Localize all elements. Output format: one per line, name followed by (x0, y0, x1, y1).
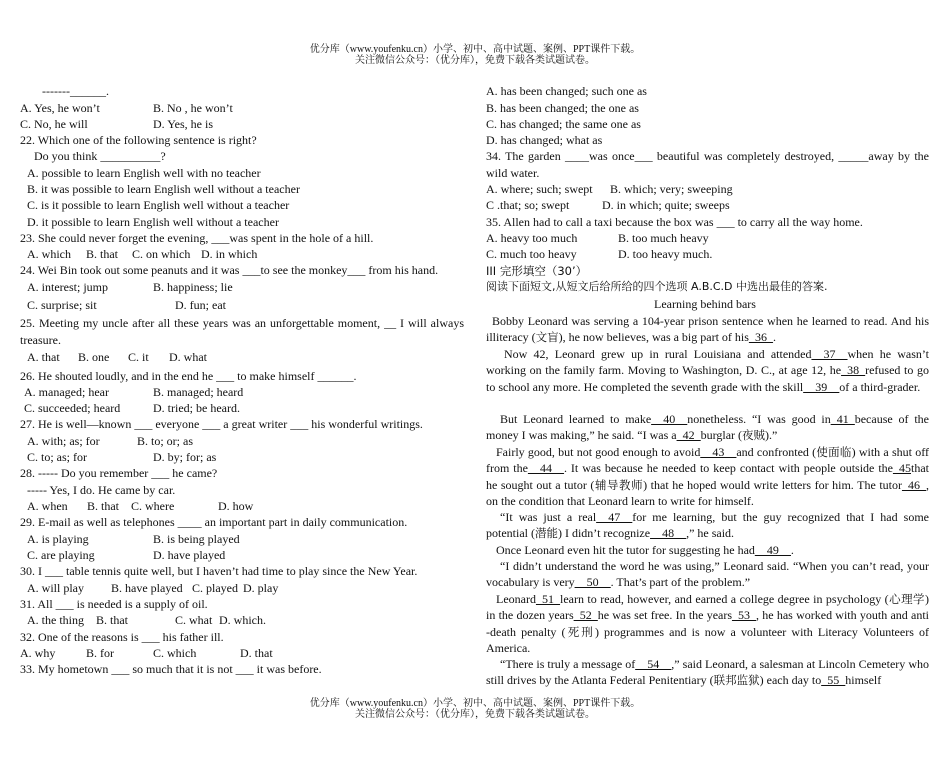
option-d: D. in which; quite; sweeps (602, 198, 730, 212)
option-c: C. are playing (27, 548, 95, 562)
section-instruction: 阅读下面短文,从短文后给所给的四个选项 A.B.C.D 中选出最佳的答案. (486, 280, 828, 293)
passage-paragraph-2 (486, 346, 929, 395)
option-c: C. surprise; sit (27, 298, 97, 312)
option-d: D. in which (201, 247, 258, 261)
q33-option-c: C. has changed; the same one as (486, 117, 641, 131)
text: Now 42, Leonard grew up in rural Louisiana and attended (504, 347, 812, 361)
blank-51: _51_ (535, 592, 560, 606)
passage-title: Learning behind bars (654, 297, 756, 311)
text: ) programmes and is now a volunteer with Literacy Volunteers of America. (486, 624, 929, 655)
option-c: C. on which (132, 247, 191, 261)
blank-47: __47__ (596, 510, 633, 524)
text: himself (845, 673, 882, 688)
text: But Leonard learned to make (500, 412, 652, 426)
q30-stem: 30. I ___ table tennis quite well, but I haven’t had time to play since the New Year. (20, 564, 418, 578)
option-d: D. have played (153, 548, 226, 562)
q21-stem-tail: -------______. (42, 84, 109, 98)
text: ) I didn’t recognize (557, 526, 651, 541)
option-a: A. that (27, 350, 60, 364)
text-zh: 联邦监狱 (713, 673, 760, 688)
text-zh: 辅导教师 (594, 477, 644, 492)
text: “There is truly a message of (500, 657, 636, 671)
option-a: A. which (27, 247, 71, 261)
option-c: C. succeeded; heard (24, 401, 121, 415)
text-zh: 潜能 (534, 526, 558, 541)
text: ) each day to (759, 673, 822, 688)
blank-50: __50__ (574, 575, 611, 590)
option-a: A. when (27, 499, 68, 513)
q34-stem: 34. The garden ____was once___ beautiful was completely destroyed, _____away by the wild water. (486, 149, 929, 180)
blank-54: __54__ (635, 657, 672, 671)
blank-37: __37__ (811, 347, 848, 361)
option-d: D. play (243, 581, 279, 595)
blank-40: __40__ (651, 412, 688, 426)
option-d: D. which. (219, 613, 266, 627)
option-a: A. Yes, he won’t (20, 101, 100, 115)
footer-line-2: 关注微信公众号：（优分库），免费下载各类试题试卷。 (355, 709, 595, 720)
option-b: B. managed; heard (153, 385, 244, 399)
option-a: A. is playing (27, 532, 89, 546)
q22-stem: 22. Which one of the following sentence is right? (20, 133, 257, 147)
q25-stem (20, 315, 464, 348)
option-c: C. much too heavy (486, 247, 577, 261)
text: he was set free. In the years (597, 608, 733, 623)
option-a: A. managed; hear (24, 385, 109, 399)
option-d: D. Yes, he is (153, 117, 214, 131)
option-c: C .that; so; swept (486, 198, 570, 212)
text: . (790, 543, 794, 557)
option-c: C. what (175, 613, 213, 627)
text: that he sought out a tutor ( (486, 461, 929, 492)
text: Once Leonard even hit the tutor for suggesting he had (496, 543, 755, 557)
option-d: D. tried; be heard. (153, 401, 240, 415)
text: “I didn’t understand the word he was using,” Leonard said. “When you can’t read, your vocabulary is very (486, 559, 929, 590)
option-b: B. that (96, 613, 128, 627)
q31-stem: 31. All ___ is needed is a supply of oil. (20, 597, 208, 611)
text: Bobby Leonard was serving a 104-year prison sentence when he learned to read. And his illiteracy ( (486, 314, 929, 345)
page-header (0, 44, 950, 66)
passage-paragraph-8 (486, 591, 929, 656)
passage-paragraph-7 (486, 558, 929, 591)
blank-53: _53_ (732, 608, 757, 623)
text: Leonard (496, 592, 536, 606)
option-c: C. where (131, 499, 175, 513)
page-footer (0, 698, 950, 720)
option-a: A. where; such; swept (486, 182, 593, 196)
header-line-2: 关注微信公众号：（优分库），免费下载各类试题试卷。 (355, 55, 595, 66)
q25-stem-text: 25. Meeting my uncle after all these years was an unforgettable moment, __ I will always treasure. (20, 316, 464, 347)
option-d: D. too heavy much. (618, 247, 713, 261)
option-b: B. happiness; lie (153, 280, 233, 294)
option-a: A. heavy too much (486, 231, 578, 245)
option-b: B. have played (111, 581, 183, 595)
text: ,” said Leonard, a salesman at Lincoln Cemetery who still drives by the Atlanta Federal Penitentiary ( (486, 657, 930, 688)
footer-line-1: 优分库（www.youfenku.cn）小学、初中、高中试题、案例、PPT课件下载。 (309, 698, 641, 709)
blank-46: _46_ (902, 477, 927, 492)
text: when he wasn’t working on the family farm. Moving to Washington, D. C., at age 12, he (486, 347, 930, 378)
q28-stem: 28. ----- Do you remember ___ he came? (20, 466, 218, 480)
text: ) in the dozen years (486, 592, 929, 623)
q28-stem-2: ----- Yes, I do. He came by car. (27, 483, 176, 497)
option-a: A. interest; jump (27, 280, 108, 294)
q22-option-c: C. is it possible to learn English well without a teacher (27, 198, 290, 212)
option-b: B. that (86, 247, 118, 261)
option-a: A. the thing (27, 613, 84, 627)
section-title: III 完形填空（30’） (486, 264, 588, 278)
q32-stem: 32. One of the reasons is ___ his father ill. (20, 630, 224, 644)
text: and confronted ( (736, 445, 817, 459)
option-d: D. fun; eat (175, 298, 226, 312)
text: ).” (765, 428, 778, 443)
text: “It was just a real (500, 510, 597, 524)
option-d: D. by; for; as (153, 450, 217, 464)
header-line-1: 优分库（www.youfenku.cn）小学、初中、高中试题、案例、PPT课件下载。 (309, 44, 641, 55)
q33-stem: 33. My hometown ___ so much that it is not ___ it was before. (20, 662, 322, 676)
q33-option-a: A. has been changed; such one as (486, 84, 647, 98)
text: , he has worked with youth and anti -death penalty ( (486, 608, 929, 639)
option-d: D. how (218, 499, 254, 513)
text: Fairly good, but not good enough to avoid (496, 445, 701, 459)
passage-paragraph-1 (486, 313, 929, 346)
text: of a third-grader. (839, 379, 921, 394)
option-b: B. that (87, 499, 119, 513)
blank-38: _38_ (841, 363, 866, 378)
option-b: B. which; very; sweeping (610, 182, 733, 196)
blank-44: __44__ (527, 461, 564, 476)
q24-stem: 24. Wei Bin took out some peanuts and it was ___to see the monkey___ from his hand. (20, 263, 439, 277)
text-zh: 死刑 (565, 624, 595, 639)
option-b: B. for (86, 646, 114, 660)
q26-stem: 26. He shouted loudly, and in the end he ___ to make himself ______. (20, 369, 357, 383)
option-b: B. No , he won’t (153, 101, 233, 115)
text: ) with a shut off from the (486, 445, 930, 476)
blank-39: __39__ (803, 379, 840, 394)
blank-52: _52_ (573, 608, 598, 623)
option-d: D. what (169, 350, 207, 364)
text: . That’s part of the problem.” (610, 575, 751, 590)
text: ,” he said. (686, 526, 735, 541)
q33-option-b: B. has been changed; the one as (486, 101, 639, 115)
text: . It was because he needed to keep contact with people outside the (563, 461, 893, 476)
q22-option-a: A. possible to learn English well with no teacher (27, 166, 261, 180)
option-a: A. with; as; for (27, 434, 100, 448)
text: refused to go to school any more. He completed the seventh grade with the skill (486, 363, 929, 394)
q22-option-d: D. it possible to learn English well without a teacher (27, 215, 279, 229)
option-c: C. No, he will (20, 117, 88, 131)
text: ) that he hoped would write letters for him. The tutor (643, 477, 903, 492)
option-c: C. which (153, 646, 197, 660)
text-zh: 夜贼 (742, 428, 766, 443)
passage-paragraph-6 (486, 542, 929, 558)
text-zh: 使面临 (816, 445, 852, 459)
text: ), he now believes, was a big part of his (558, 330, 749, 345)
passage-paragraph-5 (486, 509, 929, 542)
option-c: C. it (128, 350, 149, 364)
text: . (772, 330, 776, 345)
option-a: A. why (20, 646, 56, 660)
blank-43: __43__ (700, 445, 737, 459)
option-b: B. too much heavy (618, 231, 709, 245)
passage-paragraph-3 (486, 411, 929, 444)
passage-paragraph-4 (486, 444, 929, 509)
option-c: C. played (192, 581, 238, 595)
blank-45: _45 (892, 461, 911, 476)
blank-49: __49__ (754, 543, 791, 557)
text: burglar ( (700, 428, 743, 443)
option-a: A. will play (27, 581, 84, 595)
q29-stem: 29. E-mail as well as telephones ____ an important part in daily communication. (20, 515, 408, 529)
text: because of the money I was making,” he said. “I was a (486, 412, 929, 443)
option-b: B. is being played (153, 532, 240, 546)
passage-paragraph-9 (486, 656, 929, 689)
option-c: C. to; as; for (27, 450, 87, 464)
blank-48: __48__ (650, 526, 687, 541)
q33-option-d: D. has changed; what as (486, 133, 603, 147)
option-d: D. that (240, 646, 273, 660)
q27-stem: 27. He is well—known ___ everyone ___ a great writer ___ his wonderful writings. (20, 417, 423, 431)
q23-stem: 23. She could never forget the evening, ___was spent in the hole of a hill. (20, 231, 374, 245)
blank-36: _36_ (748, 330, 773, 345)
option-b: B. to; or; as (137, 434, 193, 448)
text: for me learning, but the guy recognized that I had some potential ( (486, 510, 930, 541)
text-zh: 心理学 (888, 592, 925, 606)
option-b: B. one (78, 350, 110, 364)
blank-41: _41_ (830, 412, 855, 426)
q22-option-b: B. it was possible to learn English well without a teacher (27, 182, 300, 196)
q22-stem-2: Do you think __________? (34, 149, 166, 163)
q35-stem: 35. Allen had to call a taxi because the box was ___ to carry all the way home. (486, 215, 863, 229)
text: nonetheless. “I was good in (687, 412, 831, 426)
blank-42: _42_ (676, 428, 701, 443)
text: , on the condition that Leonard learn to write for himself. (486, 477, 930, 508)
blank-55: _55_ (821, 673, 846, 688)
text: learn to read, however, and earned a college degree in psychology ( (559, 592, 889, 606)
text-zh: 文盲 (535, 330, 559, 345)
